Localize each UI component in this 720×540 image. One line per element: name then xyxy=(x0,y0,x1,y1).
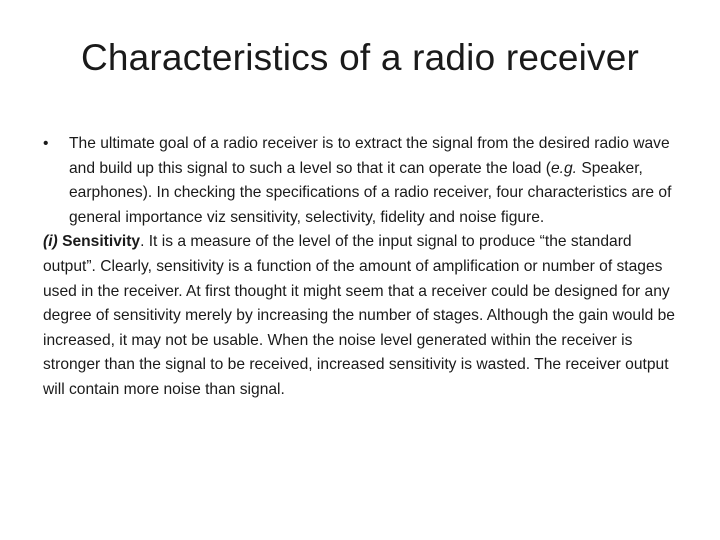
bullet-text-before: The ultimate goal of a radio receiver is to extract the signal from the desired radio wave and build up this signal to such a level so that it can operate the load ( xyxy=(69,135,670,177)
section-number: (i) xyxy=(43,233,58,251)
bullet-icon: • xyxy=(43,135,49,152)
bullet-text-after: Speaker, earphones). In checking the specifications of a radio receiver, four characteristics are of general importance viz sensitivity, selectivity, fidelity and noise figure. xyxy=(69,159,672,226)
slide-title: Characteristics of a radio receiver xyxy=(80,37,640,78)
bullet-text-italic: e.g. xyxy=(550,159,577,177)
slide-body xyxy=(43,132,683,403)
sensitivity-paragraph xyxy=(43,230,683,402)
section-text: . It is a measure of the level of the input signal to produce “the standard output”. Clearly, sensitivity is a function of the amount of amplification or number of stages used in the receiver. At first thought it might seem that a receiver could be designed for any degree of sensitivity merely by increasing the number of stages. Although the gain would be increased, it may not be usable. When the noise level generated within the receiver is stronger than the signal to be received, increased sensitivity is wasted. The receiver output will contain more noise than signal. xyxy=(43,233,675,398)
section-term: Sensitivity xyxy=(62,233,141,251)
bullet-paragraph xyxy=(43,132,683,230)
